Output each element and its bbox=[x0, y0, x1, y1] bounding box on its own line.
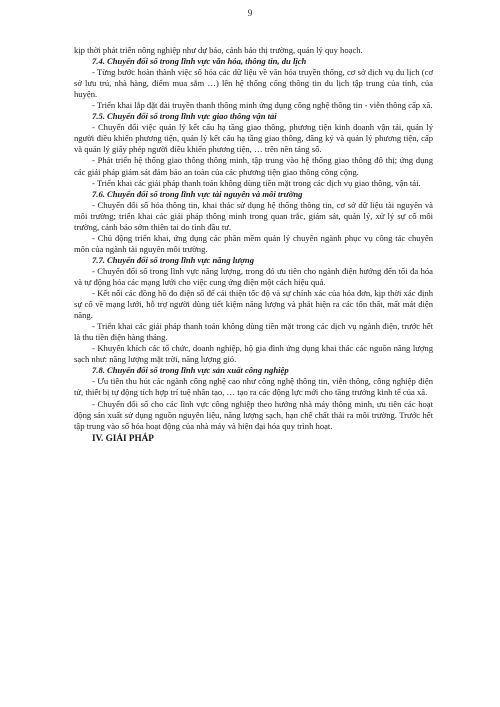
paragraph: - Ưu tiên thu hút các ngành công nghệ cao như công nghệ thông tin, viễn thông, công nghiệp điện tử, thiết bị tự động tích hợp trí tuệ nhân tạo, … tạo ra các động lực mới cho tăng trưởng kinh tế của xã. bbox=[74, 376, 433, 398]
paragraph: - Khuyến khích các tổ chức, doanh nghiệp, hộ gia đình ứng dụng khai thác các nguồn năng lượng sạch như: năng lượng mặt trời, năng lượng gió. bbox=[74, 343, 433, 365]
major-heading: IV. GIẢI PHÁP bbox=[92, 432, 154, 443]
section-heading: 7.4. Chuyển đổi số trong lĩnh vực văn hóa, thông tin, du lịch bbox=[92, 56, 307, 67]
paragraph: kịp thời phát triển nông nghiệp như dự báo, cảnh báo thị trường, quản lý quy hoạch. bbox=[74, 45, 363, 55]
paragraph: - Chủ động triển khai, ứng dụng các phần mềm quản lý chuyên ngành phục vụ công tác chuyên môn của ngành tài nguyên môi trường. bbox=[74, 232, 433, 254]
page-number: 9 bbox=[247, 8, 253, 18]
document-body bbox=[74, 45, 433, 444]
paragraph: - Chuyển đổi việc quản lý kết cấu hạ tầng giao thông, phương tiện kinh doanh vận tải, quản lý người điều khiển phương tiện, quản lý kết cấu hạ tầng giao thông, đăng ký và quản lý phương tiện, cấp và quản lý giấy phép người điều khiển phương tiện, … trên nền tảng số. bbox=[74, 122, 433, 155]
paragraph: - Kết nối các đồng hồ đo điện số để cải thiện tốc độ và sự chính xác của hóa đơn, kịp thời xác định sự cố về mạng lưới, hỗ trợ người dùng tiết kiệm năng lượng và phát hiện ra các tổn thất, mất mát điện năng. bbox=[74, 288, 433, 321]
paragraph: - Chuyển đổi số trong lĩnh vực năng lượng, trong đó ưu tiên cho ngành điện hướng đến tối đa hóa và tự động hóa các mạng lưới cho việc cung ứng điện một cách hiệu quả. bbox=[74, 265, 433, 287]
paragraph: - Triển khai các giải pháp thanh toán không dùng tiền mặt trong các dịch vụ ngành điện, trước hết là thu tiền điện hàng tháng. bbox=[74, 321, 433, 343]
section-heading: 7.7. Chuyển đổi số trong lĩnh vực năng lượng bbox=[92, 254, 254, 265]
section-heading: 7.8. Chuyển đổi số trong lĩnh vực sản xuất công nghiệp bbox=[92, 365, 289, 376]
paragraph: - Phát triển hệ thống giao thông thông minh, tập trung vào hệ thống giao thông đô thị; ứng dụng các giải pháp giám sát đảm bảo an toàn của các phương tiện giao thông công cộng. bbox=[74, 155, 433, 177]
paragraph: - Chuyển đổi số hóa thông tin, khai thác sử dụng hệ thống thông tin, cơ sở dữ liệu tài nguyên và môi trường; triển khai các giải pháp thông minh trong quan trắc, giám sát, quản lý, xử lý sự cố môi trường, cảnh báo sớm thiên tai do tình đầu tư. bbox=[74, 199, 433, 232]
paragraph: - Chuyển đổi số cho các lĩnh vực công nghiệp theo hướng nhà máy thông minh, ưu tiên các hoạt động sản xuất sử dụng nguồn nguyên liệu, năng lượng sạch, hạn chế chất thải ra môi trường. Trước hết tập trung vào số hóa hoạt động của nhà máy và hiện đại hóa quy trình hoạt. bbox=[74, 398, 433, 431]
paragraph: - Triển khai các giải pháp thanh toán không dùng tiền mặt trong các dịch vụ giao thông, vận tải. bbox=[92, 177, 421, 188]
paragraph: - Triển khai lắp đặt đài truyền thanh thông minh ứng dụng công nghệ thông tin - viễn thông cấp xã. bbox=[92, 100, 433, 111]
paragraph: - Từng bước hoàn thành việc số hóa các dữ liệu về văn hóa truyền thống, cơ sở dịch vụ du lịch (cơ sở lưu trú, nhà hàng, điểm mua sắm …) lên hệ thống cổng thông tin du lịch tập trung của tỉnh, của huyện. bbox=[74, 67, 433, 100]
section-heading: 7.6. Chuyển đổi số trong lĩnh vực tài nguyên và môi trường bbox=[92, 188, 303, 199]
section-heading: 7.5. Chuyển đổi số trong lĩnh vực giao thông vận tải bbox=[92, 111, 277, 122]
